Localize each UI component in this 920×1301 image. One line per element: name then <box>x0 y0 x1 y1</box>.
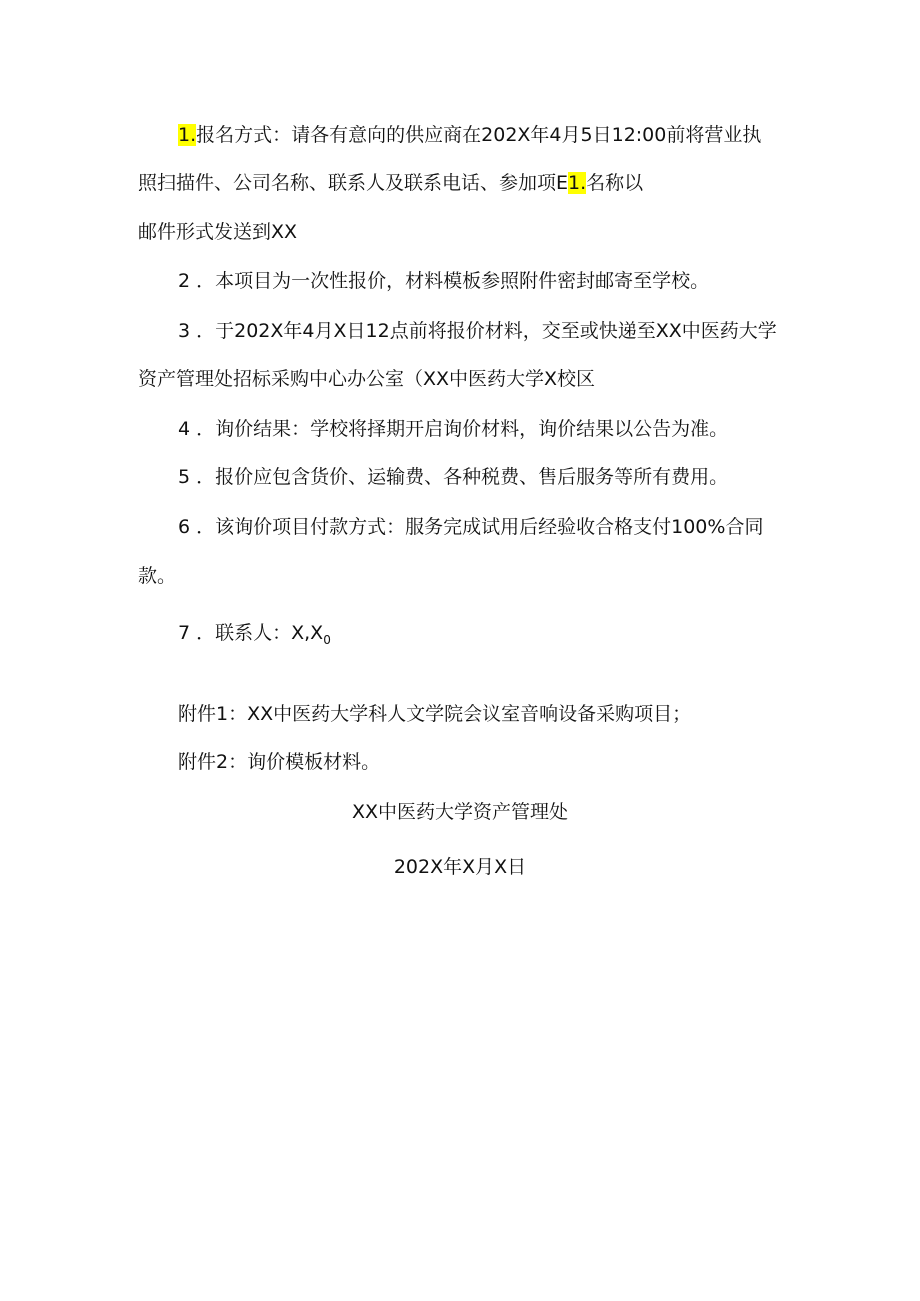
item-4: 4 ．询价结果：学校将择期开启询价材料，询价结果以公告为准。 <box>178 418 729 440</box>
item-1-line-3: 邮件形式发送到XX <box>138 221 298 243</box>
attachment-1: 附件1：XX中医药大学科人文学院会议室音响设备采购项目； <box>178 703 692 725</box>
item-1-line-2 <box>138 170 643 196</box>
contact-text: 7 ．联系人：X,X <box>178 622 324 644</box>
item-1-text-a: 照扫描件、公司名称、联系人及联系电话、参加项E <box>138 172 569 194</box>
item-1-text: 报名方式：请各有意向的供应商在202X年4月5日12:00前将营业执 <box>196 124 762 146</box>
attachment-2: 附件2：询价模板材料。 <box>178 751 381 773</box>
item-6-line-1: 6 ．该询价项目付款方式：服务完成试用后经验收合格支付100%合同 <box>178 516 764 538</box>
highlighted-text: 1. <box>568 172 587 194</box>
item-3-line-2: 资产管理处招标采购中心办公室（XX中医药大学X校区 <box>138 368 596 390</box>
item-3-line-1: 3 ．于202X年4月X日12点前将报价材料，交至或快递至XX中医药大学 <box>178 320 777 342</box>
contact-subscript: 0 <box>323 633 331 647</box>
item-1-text-b: 名称以 <box>586 172 644 194</box>
item-2: 2 ．本项目为一次性报价，材料模板参照附件密封邮寄至学校。 <box>178 270 710 292</box>
item-1-line-1 <box>178 122 761 148</box>
signature-org: XX中医药大学资产管理处 <box>351 801 569 823</box>
highlighted-number: 1. <box>178 124 197 146</box>
item-7 <box>178 620 331 653</box>
item-5: 5 ．报价应包含货价、运输费、各种税费、售后服务等所有费用。 <box>178 466 729 488</box>
signature-date: 202X年X月X日 <box>393 856 527 878</box>
item-6-line-2: 款。 <box>138 565 177 587</box>
